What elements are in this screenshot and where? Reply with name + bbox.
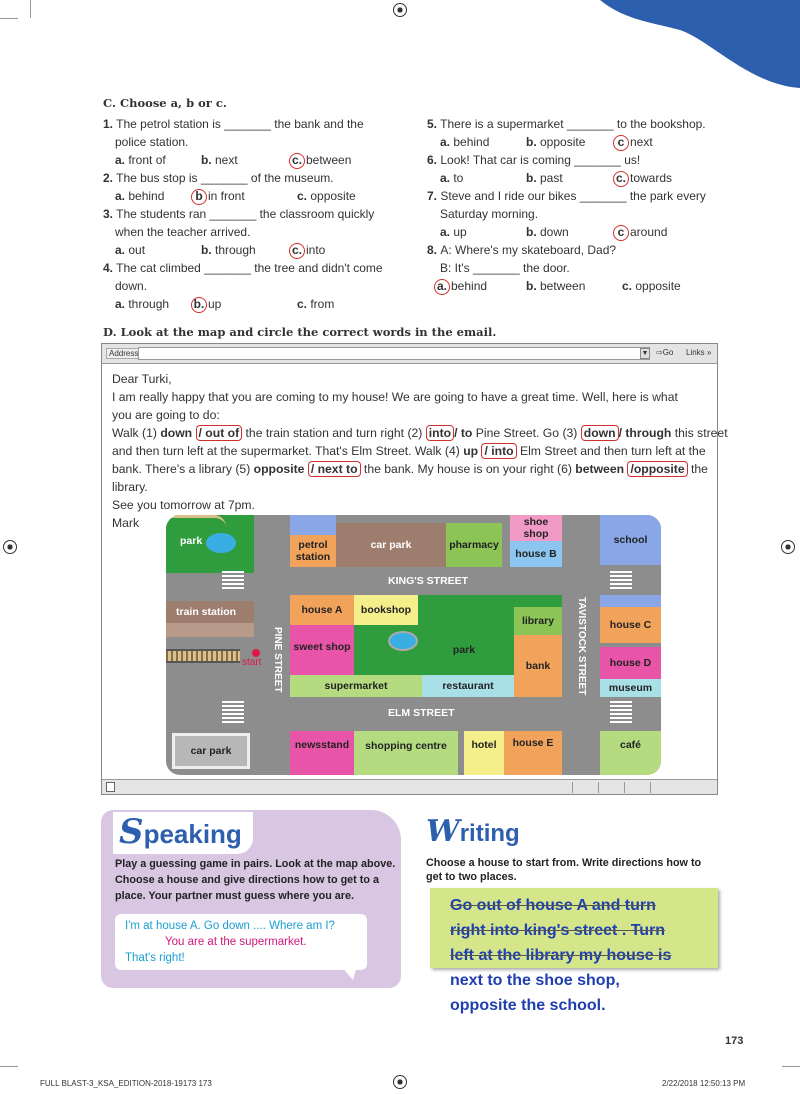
pine-street-label: PINE STREET: [272, 627, 283, 693]
fountain: [388, 631, 418, 651]
choice-down[interactable]: down: [160, 426, 193, 440]
start-marker-icon: [252, 649, 260, 657]
q8-option-c[interactable]: c. opposite: [622, 279, 681, 293]
email-body: Dear Turki, I am really happy that you are coming to my house! We are going to have a great time. Well, here is what you are going to do: Walk (1) down / out of the train station and turn right (2) into / to Pine Street. Go (3) down / through this street and then turn left at the supermarket. That's Elm Street. Walk (4) up / into Elm Street and then turn left at the bank. There's a library (5) opposite / next to the bank. My house is on your right (6) between /opposite the library. See you tomorrow at 7pm. Mark: [112, 372, 728, 530]
page-number: 173: [725, 1035, 744, 1047]
section-d-title: D. Look at the map and circle the correct words in the email.: [103, 325, 497, 339]
chevron-down-icon[interactable]: ▼: [641, 350, 649, 357]
map-house-a: house A: [290, 595, 354, 625]
handwritten-answer: Go out of house A and turn right into king's street . Turn left at the library my house is next to the shoe shop, opposite the school.: [450, 897, 672, 1014]
map-cafe: café: [600, 731, 661, 775]
q4-option-c[interactable]: c. from: [297, 297, 335, 311]
tavistock-street-label: TAVISTOCK STREET: [576, 597, 587, 696]
map-hotel: hotel: [464, 731, 504, 775]
q3-option-b[interactable]: b. through: [201, 243, 256, 257]
question-5: 5. There is a supermarket _______ to the bookshop.: [427, 117, 706, 131]
q5-option-a[interactable]: a. behind: [440, 135, 490, 149]
map-school: school: [600, 515, 661, 565]
q6-option-c[interactable]: c. towards: [613, 169, 672, 187]
q1-option-c[interactable]: c. between: [289, 151, 351, 169]
q3-option-a[interactable]: a. out: [115, 243, 146, 257]
registration-mark-icon: [781, 540, 795, 554]
map-pharmacy: pharmacy: [446, 523, 502, 567]
speaking-instructions: Play a guessing game in pairs. Look at the map above. Choose a house and give directions how to get to a place. Your partner must guess where you are.: [115, 858, 396, 902]
go-arrow-icon: ⇨: [656, 348, 663, 357]
registration-mark-icon: [393, 1075, 407, 1089]
choice-to[interactable]: / to: [454, 426, 473, 440]
registration-mark-icon: [393, 3, 407, 17]
crop-mark: [0, 18, 18, 19]
choice-into[interactable]: into: [426, 425, 454, 441]
q4-option-b[interactable]: b. up: [191, 295, 221, 313]
question-8: 8. A: Where's my skateboard, Dad?: [427, 243, 617, 257]
q2-option-b[interactable]: b in front: [191, 187, 245, 205]
crop-mark: [0, 1066, 18, 1067]
browser-window: [101, 343, 728, 795]
choice-up[interactable]: up: [463, 444, 479, 458]
q2-option-a[interactable]: a. behind: [115, 189, 165, 203]
question-6: 6. Look! That car is coming _______ us!: [427, 153, 641, 167]
registration-mark-icon: [3, 540, 17, 554]
map-bookshop: bookshop: [354, 595, 418, 625]
q1-option-a[interactable]: a. front of: [115, 153, 166, 167]
map-park-center: park: [354, 625, 514, 675]
choice-opposite-2[interactable]: /opposite: [627, 461, 687, 477]
map-car-park-top: car park: [336, 523, 446, 567]
q1-option-b[interactable]: b. next: [201, 153, 238, 167]
corner-decoration: [600, 0, 800, 90]
railway-track: [166, 649, 240, 663]
map-park-top-left: park: [166, 515, 254, 573]
choice-into-2[interactable]: / into: [481, 443, 516, 459]
choice-through[interactable]: / through: [618, 426, 672, 440]
writing-instructions: Choose a house to start from. Write directions how to get to two places.: [426, 857, 702, 883]
q6-option-a[interactable]: a. to: [440, 171, 464, 185]
crop-mark: [782, 1066, 800, 1067]
map-shoe-shop: shoe shop: [510, 515, 562, 541]
links-button[interactable]: Links »: [686, 348, 712, 357]
bubble-tail: [341, 966, 361, 982]
address-bar: [102, 344, 717, 364]
kings-street-label: KING'S STREET: [388, 575, 469, 587]
pond: [206, 533, 236, 553]
elm-street-label: ELM STREET: [388, 707, 455, 719]
speaking-panel: [101, 810, 401, 988]
map: [166, 515, 661, 775]
q7-option-a[interactable]: a. up: [440, 225, 467, 239]
footer-right: 2/22/2018 12:50:13 PM: [662, 1079, 746, 1088]
choice-next-to[interactable]: / next to: [308, 461, 361, 477]
status-bar: [102, 779, 717, 794]
q7-option-c[interactable]: c around: [613, 223, 667, 241]
start-label: start: [242, 657, 262, 668]
map-petrol-station: petrol station: [290, 535, 336, 567]
question-7: 7. Steve and I ride our bikes _______ the park every: [427, 189, 706, 203]
q7-option-b[interactable]: b. down: [526, 225, 569, 239]
q8-option-b[interactable]: b. between: [526, 279, 586, 293]
q8-option-a[interactable]: a. behind: [434, 277, 487, 295]
question-2: 2. The bus stop is _______ of the museum.: [103, 171, 334, 185]
writing-title: Writing: [426, 814, 520, 849]
q3-option-c[interactable]: c. into: [289, 241, 325, 259]
q6-option-b[interactable]: b. past: [526, 171, 563, 185]
address-input[interactable]: [138, 347, 650, 360]
choice-opposite[interactable]: opposite: [253, 462, 305, 476]
go-button[interactable]: ⇨Go: [656, 348, 674, 357]
question-4: 4. The cat climbed _______ the tree and didn't come: [103, 261, 383, 275]
map-house-d: house D: [600, 647, 661, 679]
footer-left: FULL BLAST-3_KSA_EDITION-2018-19173 173: [40, 1079, 212, 1088]
address-label: Address: [106, 348, 141, 359]
q5-option-b[interactable]: b. opposite: [526, 135, 586, 149]
map-shopping-centre: shopping centre: [354, 731, 458, 761]
map-house-b: house B: [510, 541, 562, 567]
speaking-title: Speaking: [119, 812, 242, 852]
map-museum: museum: [600, 679, 661, 697]
map-house-c: house C: [600, 607, 661, 643]
map-supermarket: supermarket: [290, 675, 422, 697]
q5-option-c[interactable]: c next: [613, 133, 653, 151]
crop-mark: [30, 0, 31, 18]
page-icon: [106, 782, 115, 792]
map-car-park-bottom: car park: [172, 733, 250, 769]
map-house-e: house E: [504, 731, 562, 775]
choice-between[interactable]: between: [575, 462, 625, 476]
choice-out-of[interactable]: / out of: [196, 425, 243, 441]
question-3: 3. The students ran _______ the classroom quickly: [103, 207, 375, 221]
map-sweet-shop: sweet shop: [290, 625, 354, 669]
map-library: library: [514, 607, 562, 635]
question-1: 1. The petrol station is _______ the bank and the: [103, 117, 364, 131]
speech-bubble: I'm at house A. Go down .... Where am I? You are at the supermarket. That's right!: [115, 914, 367, 970]
choice-down-2[interactable]: down: [581, 425, 619, 441]
q2-option-c[interactable]: c. opposite: [297, 189, 356, 203]
map-restaurant: restaurant: [422, 675, 514, 697]
map-bank: bank: [514, 635, 562, 697]
map-newsstand: newsstand: [290, 731, 354, 775]
q4-option-a[interactable]: a. through: [115, 297, 170, 311]
map-train-station: train station: [166, 601, 254, 623]
section-c-title: C. Choose a, b or c.: [103, 96, 227, 110]
